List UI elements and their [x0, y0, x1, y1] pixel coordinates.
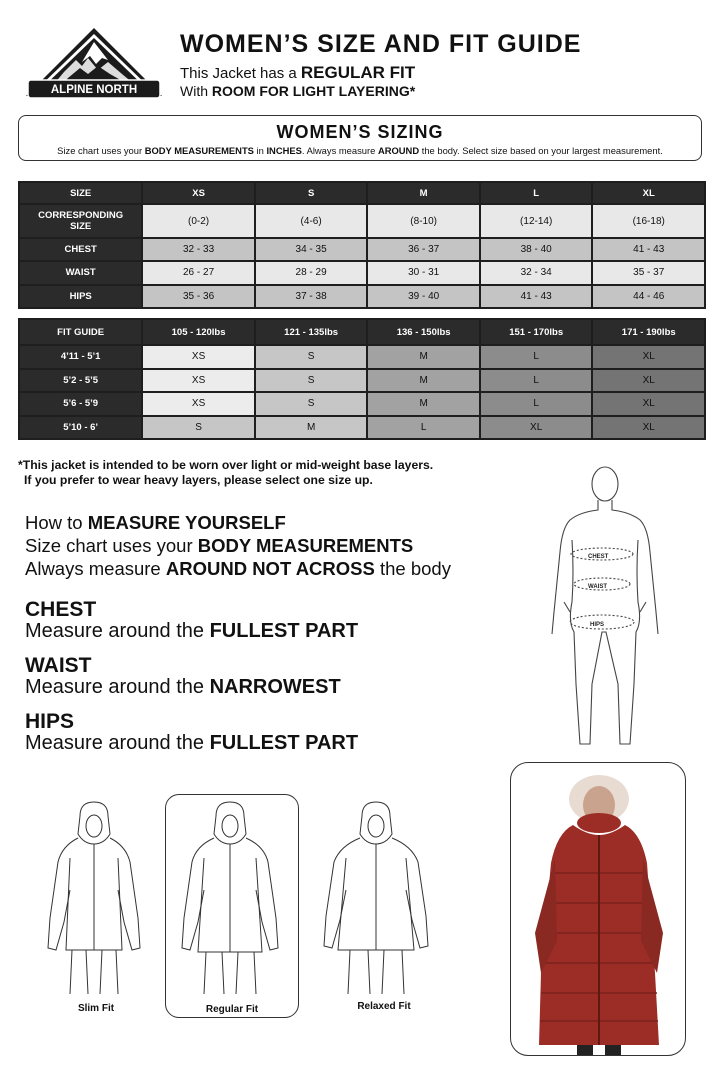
relaxed-fit-figure [318, 798, 438, 998]
table-cell: 37 - 38 [256, 286, 367, 307]
body-measurement-diagram [540, 462, 670, 752]
measure-line: Always measure AROUND NOT ACROSS the body [25, 558, 451, 579]
chest-instruction: Measure around the FULLEST PART [25, 620, 359, 642]
table-cell: 44 - 46 [593, 286, 704, 307]
table-cell: 32 - 34 [481, 262, 592, 283]
row-label: CORRESPONDING SIZE [20, 205, 141, 237]
table-cell: M [368, 370, 479, 392]
hips-instruction: Measure around the FULLEST PART [25, 732, 359, 754]
size-table [18, 181, 706, 309]
hips-heading: HIPS [25, 710, 75, 733]
sizing-title: WOMEN’S SIZING [276, 122, 444, 142]
chest-heading: CHEST [25, 598, 97, 621]
table-cell: L [368, 417, 479, 439]
note-part: . Always measure [301, 145, 378, 156]
slim-fit-label: Slim Fit [77, 1003, 115, 1014]
table-cell: 35 - 36 [143, 286, 254, 307]
header-cell: 151 - 170lbs [481, 320, 592, 344]
table-cell: 34 - 35 [256, 239, 367, 260]
row-label: 4’11 - 5’1 [20, 346, 141, 368]
table-cell: 35 - 37 [593, 262, 704, 283]
table-row [20, 239, 704, 260]
table-cell: (8-10) [368, 205, 479, 237]
row-label: 5’6 - 5’9 [20, 393, 141, 415]
header-cell: 171 - 190lbs [593, 320, 704, 344]
row-label: HIPS [20, 286, 141, 307]
table-cell: M [368, 393, 479, 415]
measure-heading: How to MEASURE YOURSELF [25, 512, 286, 533]
product-photo [510, 762, 686, 1056]
table-row [20, 370, 704, 392]
header-cell: 121 - 135lbs [256, 320, 367, 344]
hips-label: HIPS [590, 622, 605, 628]
fit-header-row [20, 320, 704, 344]
table-cell: S [256, 346, 367, 368]
fit-line-bold: REGULAR FIT [300, 63, 416, 82]
table-cell: S [256, 370, 367, 392]
note-part: Size chart uses your [57, 145, 145, 156]
table-cell: L [481, 346, 592, 368]
table-row [20, 286, 704, 307]
note-bold: AROUND [377, 145, 420, 156]
alpine-north-logo [24, 26, 164, 100]
table-row [20, 393, 704, 415]
header-cell: 136 - 150lbs [368, 320, 479, 344]
table-cell: 30 - 31 [368, 262, 479, 283]
layering-line-prefix: With [180, 83, 212, 99]
table-cell: 38 - 40 [481, 239, 592, 260]
jacket-model-image [511, 763, 686, 1056]
table-row [20, 205, 704, 237]
regular-fit-label: Regular Fit [205, 1004, 259, 1015]
table-cell: XL [593, 346, 704, 368]
note-bold: BODY MEASUREMENTS [144, 145, 254, 156]
measure-line: Size chart uses your BODY MEASUREMENTS [25, 535, 414, 556]
slim-fit-figure [36, 798, 156, 998]
waist-instruction: Measure around the NARROWEST [25, 676, 341, 698]
size-header-row [20, 183, 704, 203]
table-cell: 26 - 27 [143, 262, 254, 283]
sizing-note [0, 145, 720, 156]
table-cell: (12-14) [481, 205, 592, 237]
table-cell: XS [143, 346, 254, 368]
note-part: in [253, 145, 267, 156]
regular-fit-figure [172, 798, 292, 998]
footnote-line-1: *This jacket is intended to be worn over light or mid-weight base layers. [18, 458, 434, 472]
table-cell: 41 - 43 [481, 286, 592, 307]
table-cell: XL [593, 370, 704, 392]
header-cell: L [481, 183, 592, 203]
table-cell: 39 - 40 [368, 286, 479, 307]
table-row [20, 417, 704, 439]
header-cell: SIZE [20, 183, 141, 203]
header-cell: S [256, 183, 367, 203]
note-bold: INCHES [266, 145, 302, 156]
table-cell: XS [143, 393, 254, 415]
footnote-line-2: If you prefer to wear heavy layers, please select one size up. [24, 473, 373, 487]
fit-line [180, 63, 415, 83]
table-cell: 41 - 43 [593, 239, 704, 260]
table-cell: XL [593, 393, 704, 415]
page-title: WOMEN’S SIZE AND FIT GUIDE [180, 30, 582, 58]
fit-guide-table [18, 318, 706, 440]
layering-line-bold: ROOM FOR LIGHT LAYERING* [211, 83, 416, 99]
table-cell: 36 - 37 [368, 239, 479, 260]
header-cell: FIT GUIDE [20, 320, 141, 344]
note-part: the body. Select size based on your largest measurement. [419, 145, 663, 156]
table-cell: 28 - 29 [256, 262, 367, 283]
chest-label: CHEST [588, 554, 609, 560]
row-label: 5’10 - 6’ [20, 417, 141, 439]
header-cell: XS [143, 183, 254, 203]
waist-label: WAIST [588, 584, 607, 590]
table-cell: (0-2) [143, 205, 254, 237]
table-cell: S [143, 417, 254, 439]
row-label: CHEST [20, 239, 141, 260]
fit-line-prefix: This Jacket has a [180, 65, 301, 82]
layering-line [180, 83, 415, 99]
table-cell: (4-6) [256, 205, 367, 237]
table-cell: L [481, 393, 592, 415]
table-cell: M [368, 346, 479, 368]
table-cell: XL [593, 417, 704, 439]
header-cell: XL [593, 183, 704, 203]
table-cell: XS [143, 370, 254, 392]
table-row [20, 262, 704, 283]
table-cell: 32 - 33 [143, 239, 254, 260]
table-cell: (16-18) [593, 205, 704, 237]
table-cell: L [481, 370, 592, 392]
table-cell: XL [481, 417, 592, 439]
header-cell: M [368, 183, 479, 203]
table-cell: S [256, 393, 367, 415]
waist-heading: WAIST [25, 654, 92, 677]
header-cell: 105 - 120lbs [143, 320, 254, 344]
table-row [20, 346, 704, 368]
row-label: 5’2 - 5’5 [20, 370, 141, 392]
row-label: WAIST [20, 262, 141, 283]
table-cell: M [256, 417, 367, 439]
relaxed-fit-label: Relaxed Fit [357, 1001, 411, 1012]
logo-text: ALPINE NORTH [50, 84, 138, 96]
